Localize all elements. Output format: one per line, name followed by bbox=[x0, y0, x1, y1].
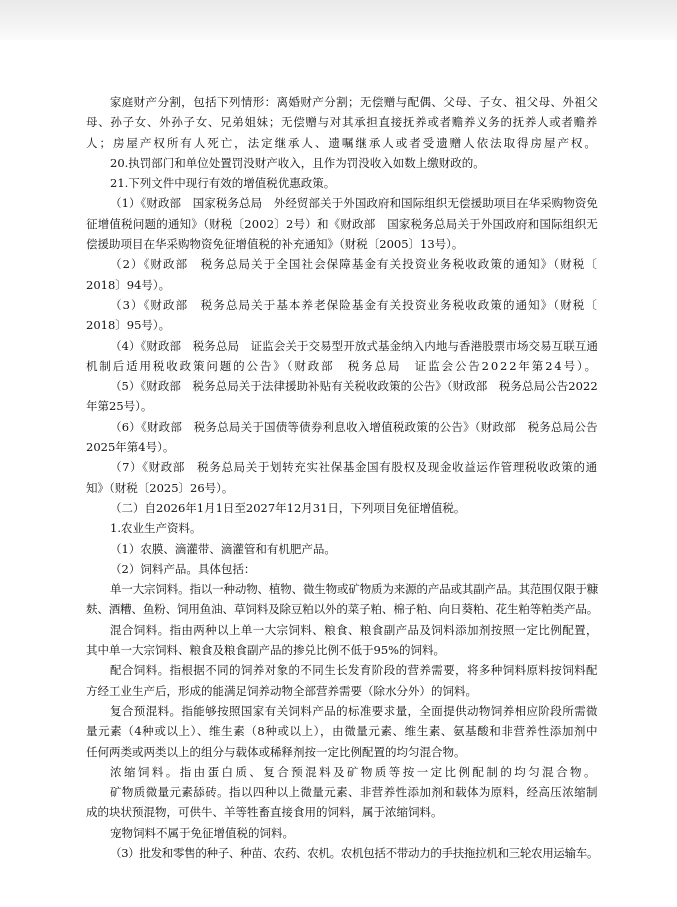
text-line: 宠物饲料不属于免征增值税的饲料。 bbox=[110, 825, 294, 840]
text-line: 其中单一大宗饲料、粮食及粮食副产品的掺兑比例不低于95%的饲料。 bbox=[86, 643, 446, 658]
text-line: 方经工业生产后，形成的能满足饲养动物全部营养需要（除水分外）的饲料。 bbox=[86, 683, 477, 698]
text-line: 浓缩饲料。指由蛋白质、复合预混料及矿物质等按一定比例配制的均匀混合物。 bbox=[110, 764, 598, 779]
text-line: 20.执罚部门和单位处置罚没财产收入，且作为罚没收入如数上缴财政的。 bbox=[110, 155, 485, 170]
text-line: 混合饲料。指由两种以上单一大宗饲料、粮食、粮食副产品及饲料添加剂按照一定比例配置， bbox=[110, 622, 598, 637]
text-line: （3）《财政部 税务总局关于基本养老保险基金有关投资业务税收政策的通知》（财税〔 bbox=[110, 297, 598, 312]
text-line: 矿物质微量元素舔砖。指以四种以上微量元素、非营养性添加剂和载体为原料，经高压浓缩制 bbox=[110, 785, 598, 800]
text-line: 知》（财税〔2025〕26号）。 bbox=[86, 480, 234, 495]
text-line: 机制后适用税收政策问题的公告》（财政部 税务总局 证监会公告2022年第24号）。 bbox=[86, 358, 598, 373]
text-line: 21.下列文件中现行有效的增值税优惠政策。 bbox=[110, 176, 336, 191]
text-line: 成的块状预混物，可供牛、羊等牲畜直接食用的饲料，属于浓缩饲料。 bbox=[86, 805, 443, 820]
text-line: （1）农膜、滴灌带、滴灌管和有机肥产品。 bbox=[110, 541, 336, 556]
text-line: 年第25号）。 bbox=[86, 399, 153, 414]
text-line: （2）饲料产品。具体包括： bbox=[110, 561, 256, 576]
text-line: （6）《财政部 税务总局关于国债等债券利息收入增值税政策的公告》（财政部 税务总局公告 bbox=[110, 419, 598, 434]
text-line: （4）《财政部 税务总局 证监会关于交易型开放式基金纳入内地与香港股票市场交易互联互通 bbox=[110, 338, 599, 353]
text-line: 2025年第4号）。 bbox=[86, 440, 175, 455]
text-line: （3）批发和零售的种子、种苗、农药、农机。农机包括不带动力的手扶拖拉机和三轮农用运输车。 bbox=[110, 845, 599, 860]
text-line: （二）自2026年1月1日至2027年12月31日，下列项目免征增值税。 bbox=[110, 500, 466, 515]
text-line: 复合预混料。指能够按照国家有关饲料产品的标准要求量，全面提供动物饲养相应阶段所需微 bbox=[110, 703, 598, 718]
text-line: （2）《财政部 税务总局关于全国社会保障基金有关投资业务税收政策的通知》（财税〔 bbox=[110, 257, 598, 272]
text-line: 任何两类或两类以上的组分与载体或稀释剂按一定比例配置的均匀混合物。 bbox=[86, 744, 466, 759]
text-line: 单一大宗饲料。指以一种动物、植物、微生物或矿物质为来源的产品或其副产品。其范围仅限于糠 bbox=[110, 582, 599, 597]
text-line: （5）《财政部 税务总局关于法律援助补贴有关税收政策的公告》（财政部 税务总局公告2022 bbox=[110, 379, 598, 394]
text-line: 家庭财产分割，包括下列情形：离婚财产分割；无偿赠与配偶、父母、子女、祖父母、外祖父 bbox=[86, 95, 599, 109]
text-line: 偿援助项目在华采购物资免征增值税的补充通知》（财税〔2005〕13号）。 bbox=[86, 237, 464, 252]
text-line: 1.农业生产资料。 bbox=[110, 521, 202, 536]
text-line: 征增值税问题的通知》（财税〔2002〕2号）和《财政部 国家税务总局关于外国政府和国际组织无 bbox=[86, 216, 598, 231]
top-shadow bbox=[0, 0, 677, 40]
text-line: （7）《财政部 税务总局关于划转充实社保基金国有股权及现金收益运作管理税收政策的通 bbox=[110, 460, 598, 475]
text-line: 人；房屋产权所有人死亡，法定继承人、遗嘱继承人或者受遗赠人依法取得房屋产权。 bbox=[86, 135, 598, 150]
text-line: 2018〕94号）。 bbox=[86, 277, 171, 292]
text-line: 配合饲料。指根据不同的饲养对象的不同生长发育阶段的营养需要，将多种饲料原料按饲料配 bbox=[110, 663, 598, 678]
text-line: 母、孙子女、外孙子女、兄弟姐妹；无偿赠与对其承担直接抚养或者赡养义务的抚养人或者赡养 bbox=[86, 115, 598, 130]
document-body bbox=[86, 92, 598, 863]
text-line: 量元素（4种或以上）、维生素（8种或以上），由微量元素、维生素、氨基酸和非营养性添加剂中 bbox=[86, 724, 599, 739]
text-line: （1）《财政部 国家税务总局 外经贸部关于外国政府和国际组织无偿援助项目在华采购物资免 bbox=[110, 196, 599, 211]
text-line: 麸、酒糟、鱼粉、饲用鱼油、草饲料及除豆粕以外的菜子粕、棉子粕、向日葵粕、花生粕等粕类产品。 bbox=[86, 602, 599, 617]
text-line: 2018〕95号）。 bbox=[86, 318, 171, 333]
